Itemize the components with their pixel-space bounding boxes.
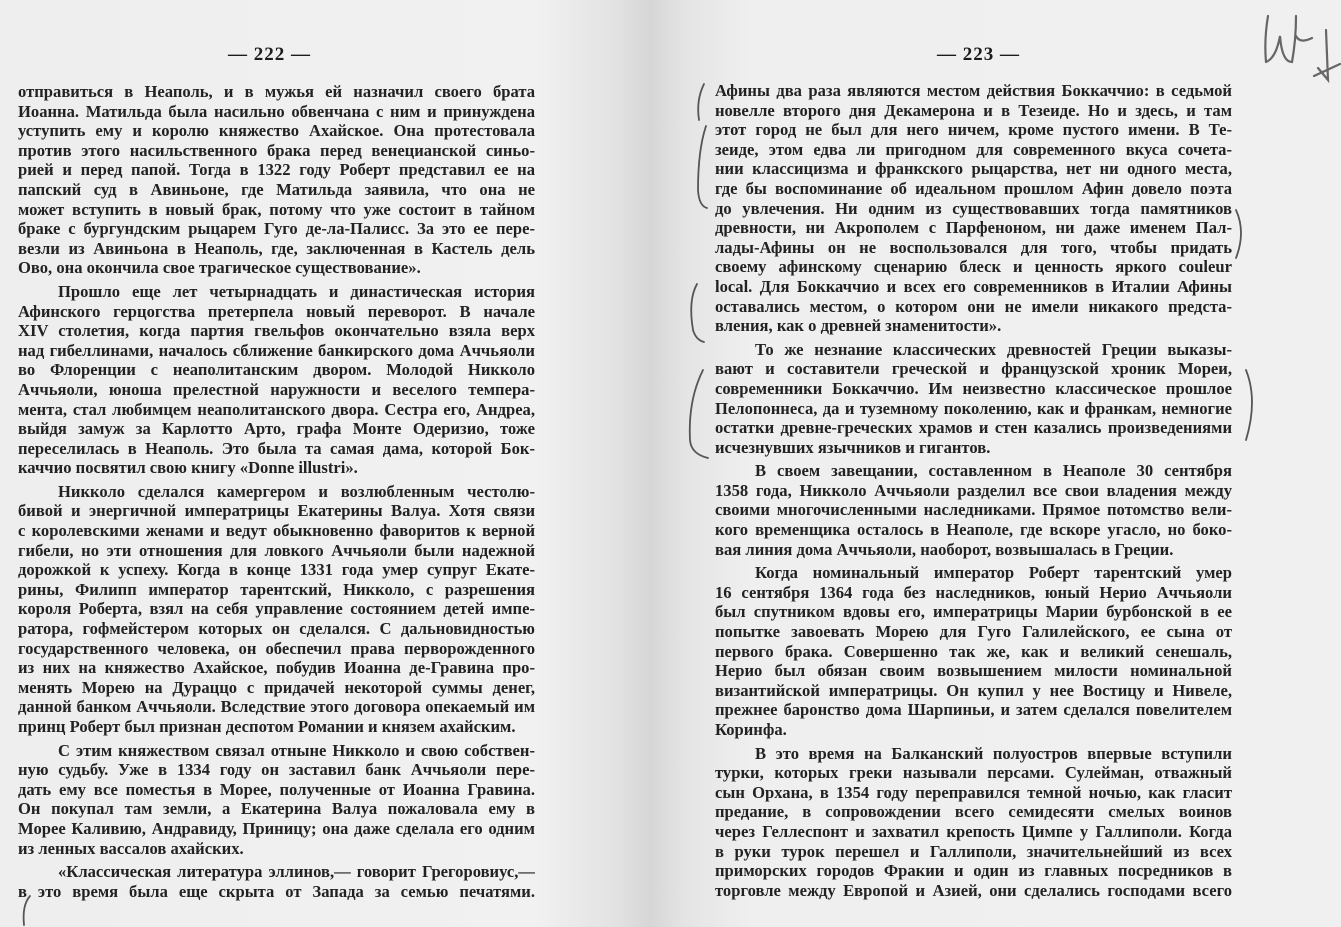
text-line: государственного человека, он обеспечил права перворожденного [18, 638, 535, 658]
text-line: зеиде, этом едва ли пригодном для современного вкуса сочета- [715, 139, 1232, 159]
text-line: дорожкой к успеху. Когда в конце 1331 года умер супруг Екате- [18, 560, 535, 580]
paragraph [715, 81, 1232, 336]
text-line: в это время была еще скрыта от Запада за семью печатями. [18, 881, 535, 901]
text-line: был спутником вдовы его, императрицы Марии бурбонской в ее [715, 602, 1232, 622]
text-line: торговле между Европой и Азией, они сделались господами всего [715, 880, 1232, 900]
text-line: 16 сентября 1364 года без наследников, юный Нерио Аччьяоли [715, 582, 1232, 602]
paragraph [715, 461, 1232, 559]
text-line: отправиться в Неаполь, и в мужья ей назначил своего брата [18, 82, 535, 101]
text-line: в руки турок перешел и Галлиполи, значительнейший из всех [715, 841, 1232, 861]
text-line: Коринфа. [715, 720, 787, 739]
text-line: дать ему все поместья в Морее, полученные от Иоанна Гравина. [18, 779, 535, 799]
text-line: приморских городов Фракии и один из главных посредников в [715, 861, 1232, 881]
text-line: вают и составители греческой и французской хроник Мореи, [715, 359, 1232, 379]
text-line: древности, ни Акрополем с Парфеноном, ни даже именем Пал- [715, 218, 1232, 238]
text-line: Иоанна. Матильда была насильно обвенчана с ним и принуждена [18, 101, 535, 121]
text-line: local. Для Боккаччио и всех его современников в Италии Афины [715, 276, 1232, 296]
text-line: С этим княжеством связал отныне Никколо и свою собствен- [58, 740, 535, 760]
text-line: Ово, она окончила свое трагическое существование». [18, 258, 421, 278]
text-line: против этого насильственного брака перед венецианской синьо- [18, 140, 535, 160]
text-line: через Геллеспонт и захватил крепость Цимпе у Галлиполи. Когда [715, 821, 1232, 841]
text-line: до увлечения. Ни одним из существовавших тогда памятников [715, 198, 1232, 218]
text-line: ную судьбу. Уже в 1334 году он заставил банк Аччьяоли пере- [18, 760, 535, 780]
text-line: переселилась в Неаполь. Это была та самая дама, которой Бок- [18, 438, 535, 458]
text-line: 1358 года, Никколо Аччьяоли разделил все свои владения между [715, 480, 1232, 500]
text-line: из ленных вассалов ахайских. [18, 838, 244, 858]
text-line: может вступить в новый брак, потому что уже состоит в тайном [18, 199, 535, 219]
text-line: остатки древне-греческих храмов и стен казались произведениями [715, 418, 1232, 438]
text-line: этот город не был для него ничем, кроме пустого имени. В Те- [715, 120, 1232, 140]
text-line: новелле второго дня Декамерона и в Тезеиде. Но и здесь, и там [715, 100, 1232, 120]
text-line: гибели, но эти отношения для ловкого Аччьяоли были надежной [18, 540, 535, 560]
text-line: Никколо сделался камергером и возлюбленным честолю- [58, 481, 535, 501]
text-line: сын Орхана, в 1354 году переправился темной ночью, как гласит [715, 782, 1232, 802]
text-line: оставались местом, о котором они не имели никакого предста- [715, 296, 1232, 316]
text-line: византийской императрицы. Он купил у нее Востицу и Нивеле, [715, 680, 1232, 700]
text-line: XIV столетия, когда партия гвельфов окончательно взяла верх [18, 321, 535, 341]
text-line: Когда номинальный император Роберт тарентский умер [755, 563, 1232, 583]
paragraph [715, 340, 1232, 458]
text-line: «Классическая литература эллинов,— говорит Грегоровиус,— [58, 862, 535, 882]
text-line: своими многочисленными наследниками. Прямое потомство вели- [715, 500, 1232, 520]
text-line: исчезнувших язычников и гигантов. [715, 437, 991, 457]
margin-bracket [1236, 210, 1241, 258]
text-line: из них на княжество Ахайское, побудив Иоанна де-Гравина про- [18, 658, 535, 678]
text-line: современники Боккаччио. Им неизвестно классическое прошлое [715, 378, 1232, 398]
text-line: нии классицизма и франкского рыцарства, нет ни одного места, [715, 159, 1232, 179]
text-line: первого брака. Совершенно так же, как и великий сенешаль, [715, 641, 1232, 661]
text-line: лады-Афины он не воспользовался для того, чтобы придать [715, 237, 1232, 257]
text-line: ратора, гофмейстером которых он сделался. С дальновидностью [18, 619, 535, 639]
paragraph [715, 563, 1232, 739]
text-line: короля Роберта, взял на себя управление состоянием детей импе- [18, 599, 535, 619]
text-line: папский суд в Авиньоне, где Матильда заявила, что она не [18, 179, 535, 199]
text-line: каччио посвятил свою книгу «Donne illustri». [18, 458, 358, 478]
text-line: бивой и энергичной императрицы Екатерины Валуа. Хотя связи [18, 501, 535, 521]
page-number-right: — 223 — [937, 44, 1020, 65]
left-page-text [18, 82, 535, 901]
text-line: вая линия дома Аччьяоли, наоборот, возвышалась в Греции. [715, 539, 1174, 559]
text-line: Он покупал там земли, а Екатерина Валуа пожаловала ему в [18, 799, 535, 819]
paragraph [18, 862, 535, 901]
page-number-left: — 222 — [228, 44, 311, 65]
text-line: с королевскими женами и ведут обыкновенно фаворитов к верной [18, 521, 535, 541]
text-line: Пелопоннеса, да и туземному поколению, как и франкам, немногие [715, 398, 1232, 418]
paragraph [18, 282, 535, 478]
text-line: Афины два раза являются местом действия Боккаччио: в седьмой [715, 81, 1232, 100]
margin-bracket [691, 284, 704, 342]
text-line: предание, в сопровождении всего семидесяти смелых воинов [715, 802, 1232, 822]
paragraph [18, 741, 535, 859]
text-line: То же незнание классических древностей Греции выказы- [755, 339, 1232, 359]
text-line: Аччьяоли, юноша прелестной наружности и веселого темпера- [18, 379, 535, 399]
text-line: браке с бургундским рыцарем Гуго де-ла-Палисс. За это ее пере- [18, 219, 535, 239]
right-page-text [715, 81, 1232, 900]
text-line: мента, стал любимцем неаполитанского двора. Сестра его, Андреа, [18, 399, 535, 419]
text-line: своему афинскому сценарию блеск и ценность яркого couleur [715, 257, 1232, 277]
text-line: Афинского герцогства претерпела новый переворот. В начале [18, 301, 535, 321]
margin-bracket [1246, 370, 1252, 440]
margin-bracket [698, 126, 707, 208]
text-line: данной банком Аччьяоли. Вследствие этого договора опекаемый им [18, 697, 535, 717]
text-line: турки, которых греки называли персами. Сулейман, отважный [715, 763, 1232, 783]
text-line: уступить ему и королю княжество Ахайское. Она протестовала [18, 121, 535, 141]
margin-bracket [698, 84, 704, 120]
text-line: Нерио был обязан своим возвышением милости номинальной [715, 661, 1232, 681]
text-line: В своем завещании, составленном в Неаполе 30 сентября [755, 461, 1232, 481]
paragraph [18, 82, 535, 278]
text-line: везли из Авиньона в Неаполь, где, заключенная в Кастель дель [18, 238, 535, 258]
text-line: рины, Филипп император тарентский, Никколо, с разрешения [18, 579, 535, 599]
text-line: во Флоренции с неаполитанским двором. Молодой Никколо [18, 360, 535, 380]
text-line: выйдя замуж за Карлотто Арто, графа Монте Одеризио, тоже [18, 419, 535, 439]
text-line: вления, как о древней знаменитости». [715, 316, 1002, 336]
text-line: В это время на Балканский полуостров впервые вступили [755, 743, 1232, 763]
text-line: где бы воспоминание об идеальном прошлом Афин довело поэта [715, 178, 1232, 198]
text-line: рией и перед папой. Тогда в 1322 году Роберт представил ее на [18, 160, 535, 180]
text-line: попытке завоевать Морею для Гуго Галилейского, ее сына от [715, 622, 1232, 642]
text-line: над гибеллинами, началось сближение банкирского дома Аччьяоли [18, 340, 535, 360]
text-line: кого временщика осталось в Неаполе, где вскоре угасло, но боко- [715, 520, 1232, 540]
paragraph [18, 482, 535, 737]
margin-bracket [690, 370, 708, 458]
text-line: Морее Каливию, Андравиду, Приницу; она даже сделала его одним [18, 818, 535, 838]
handwritten-note [1265, 16, 1340, 80]
text-line: прежнее баронство дома Шарпиньи, и затем сделался повелителем [715, 700, 1232, 720]
text-line: принц Роберт был признан деспотом Романии и князем ахайским. [18, 717, 516, 736]
text-line: Прошло еще лет четырнадцать и династическая история [58, 281, 535, 301]
paragraph [715, 744, 1232, 901]
text-line: менять Морею на Дураццо с придачей некоторой суммы денег, [18, 677, 535, 697]
